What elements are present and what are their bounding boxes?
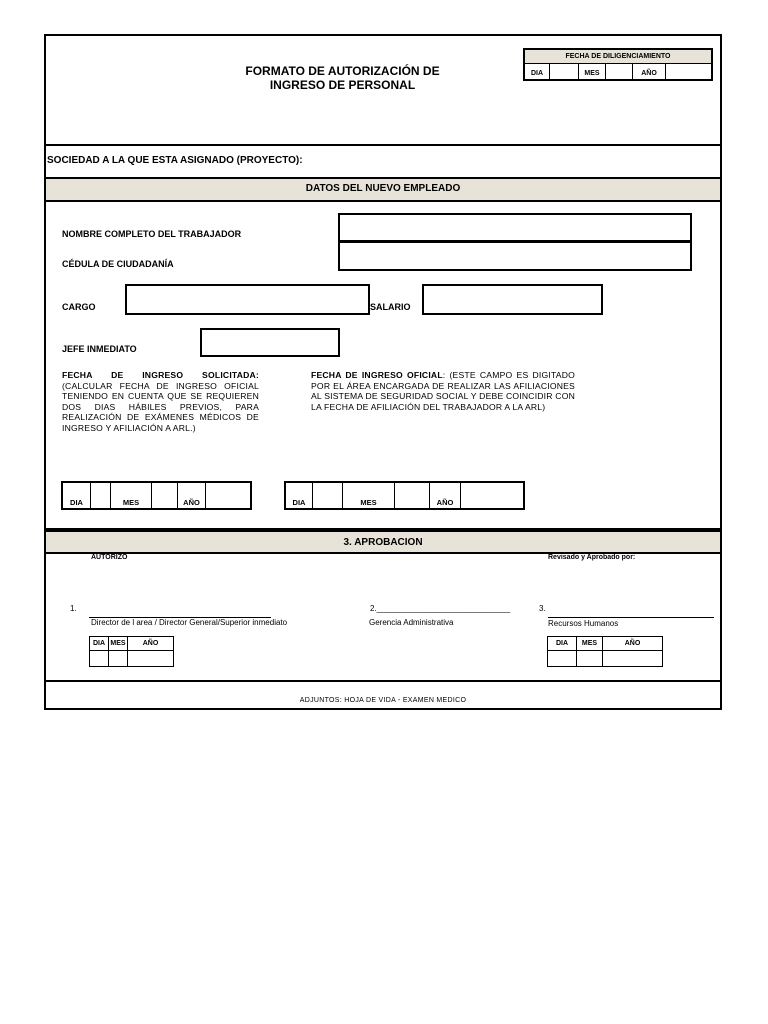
mes-cell[interactable]	[577, 651, 603, 667]
signature-number-2: 2.______________________________	[370, 604, 511, 613]
signature-role-2: Gerencia Administrativa	[369, 618, 454, 627]
section-header-aprobacion: 3. APROBACION	[46, 530, 720, 554]
salario-field[interactable]	[422, 284, 603, 315]
salario-label: SALARIO	[370, 302, 411, 312]
title-line-2: INGRESO DE PERSONAL	[269, 78, 416, 92]
ano-label: AÑO	[603, 637, 663, 651]
dia-label: DIA	[286, 483, 313, 508]
fecha-solicitada-label: FECHA DE INGRESO SOLICITADA:	[62, 370, 259, 380]
page-title	[200, 64, 485, 92]
dia-label: DIA	[548, 637, 577, 651]
fecha-solicitada-note: (CALCULAR FECHA DE INGRESO OFICIAL TENIENDO EN CUENTA QUE SE REQUIEREN DOS DIAS HÁBILES PREVIOS, PARA REALIZACIÓN DE EXÁMENES MÉDICOS DE INGRESO Y AFILIACIÓN A ARL.)	[62, 380, 259, 433]
nombre-field[interactable]	[338, 213, 692, 242]
dia-cell[interactable]	[548, 651, 577, 667]
ano-cell[interactable]	[666, 64, 711, 80]
ano-cell[interactable]	[128, 651, 174, 667]
signature-line-3[interactable]	[548, 617, 714, 618]
revisado-label: Revisado y Aprobado por:	[548, 554, 636, 561]
dia-cell[interactable]	[550, 64, 579, 80]
nombre-label: NOMBRE COMPLETO DEL TRABAJADOR	[62, 229, 242, 239]
signature-number-1: 1.	[70, 604, 77, 613]
fecha-diligenciamiento-label: FECHA DE DILIGENCIAMIENTO	[525, 50, 711, 64]
autorizo-date-table	[89, 636, 174, 667]
fecha-oficial-label: FECHA DE INGRESO OFICIAL	[311, 370, 443, 380]
mes-cell[interactable]	[152, 483, 178, 508]
dia-cell[interactable]	[91, 483, 111, 508]
fecha-oficial-block	[311, 370, 575, 412]
dia-cell[interactable]	[313, 483, 343, 508]
ano-cell[interactable]	[461, 483, 523, 508]
jefe-label: JEFE INMEDIATO	[62, 344, 137, 354]
fecha-solicitada-block	[62, 370, 259, 433]
ano-label: AÑO	[178, 483, 206, 508]
mes-label: MES	[109, 637, 128, 651]
ano-label: AÑO	[128, 637, 174, 651]
dia-label: DIA	[90, 637, 109, 651]
mes-label: MES	[579, 64, 606, 80]
dia-label: DIA	[63, 483, 91, 508]
cedula-label: CÉDULA DE CIUDADANÍA	[62, 259, 174, 269]
jefe-field[interactable]	[200, 328, 340, 357]
adjuntos-label: ADJUNTOS: HOJA DE VIDA - EXAMEN MEDICO	[299, 697, 467, 704]
signature-number-3: 3.	[539, 604, 546, 613]
revisado-date-table	[547, 636, 663, 667]
signature-role-3: Recursos Humanos	[548, 619, 619, 628]
dia-label: DIA	[525, 64, 550, 80]
ano-cell[interactable]	[206, 483, 250, 508]
mes-cell[interactable]	[109, 651, 128, 667]
mes-label: MES	[343, 483, 395, 508]
ano-label: AÑO	[430, 483, 461, 508]
mes-label: MES	[111, 483, 152, 508]
cargo-field[interactable]	[125, 284, 370, 315]
title-line-1: FORMATO DE AUTORIZACIÓN DE	[245, 64, 440, 78]
cargo-label: CARGO	[62, 302, 96, 312]
sociedad-label: SOCIEDAD A LA QUE ESTA ASIGNADO (PROYECTO):	[47, 155, 303, 166]
mes-cell[interactable]	[395, 483, 430, 508]
divider	[46, 680, 720, 682]
ano-label: AÑO	[633, 64, 666, 80]
fecha-solicitada-grid	[61, 481, 252, 510]
mes-cell[interactable]	[606, 64, 633, 80]
section-header-nuevo-empleado: DATOS DEL NUEVO EMPLEADO	[46, 177, 720, 202]
autorizo-label: AUTORIZÓ	[91, 554, 128, 561]
fecha-oficial-grid	[284, 481, 525, 510]
mes-label: MES	[577, 637, 603, 651]
fecha-diligenciamiento-box	[523, 48, 713, 81]
cedula-field[interactable]	[338, 241, 692, 271]
fecha-oficial-note: : (ESTE CAMPO ES DIGITADO POR EL ÁREA ENCARGADA DE REALIZAR LAS AFILIACIONES AL SISTEMA DE SEGURIDAD SOCIAL Y DEBE COINCIDIR CON LA FECHA DE AFILIACIÓN DEL TRABAJADOR A LA ARL)	[311, 370, 575, 412]
divider	[46, 144, 720, 146]
dia-cell[interactable]	[90, 651, 109, 667]
ano-cell[interactable]	[603, 651, 663, 667]
signature-role-1: Director de l area / Director General/Superior inmediato	[91, 618, 288, 627]
